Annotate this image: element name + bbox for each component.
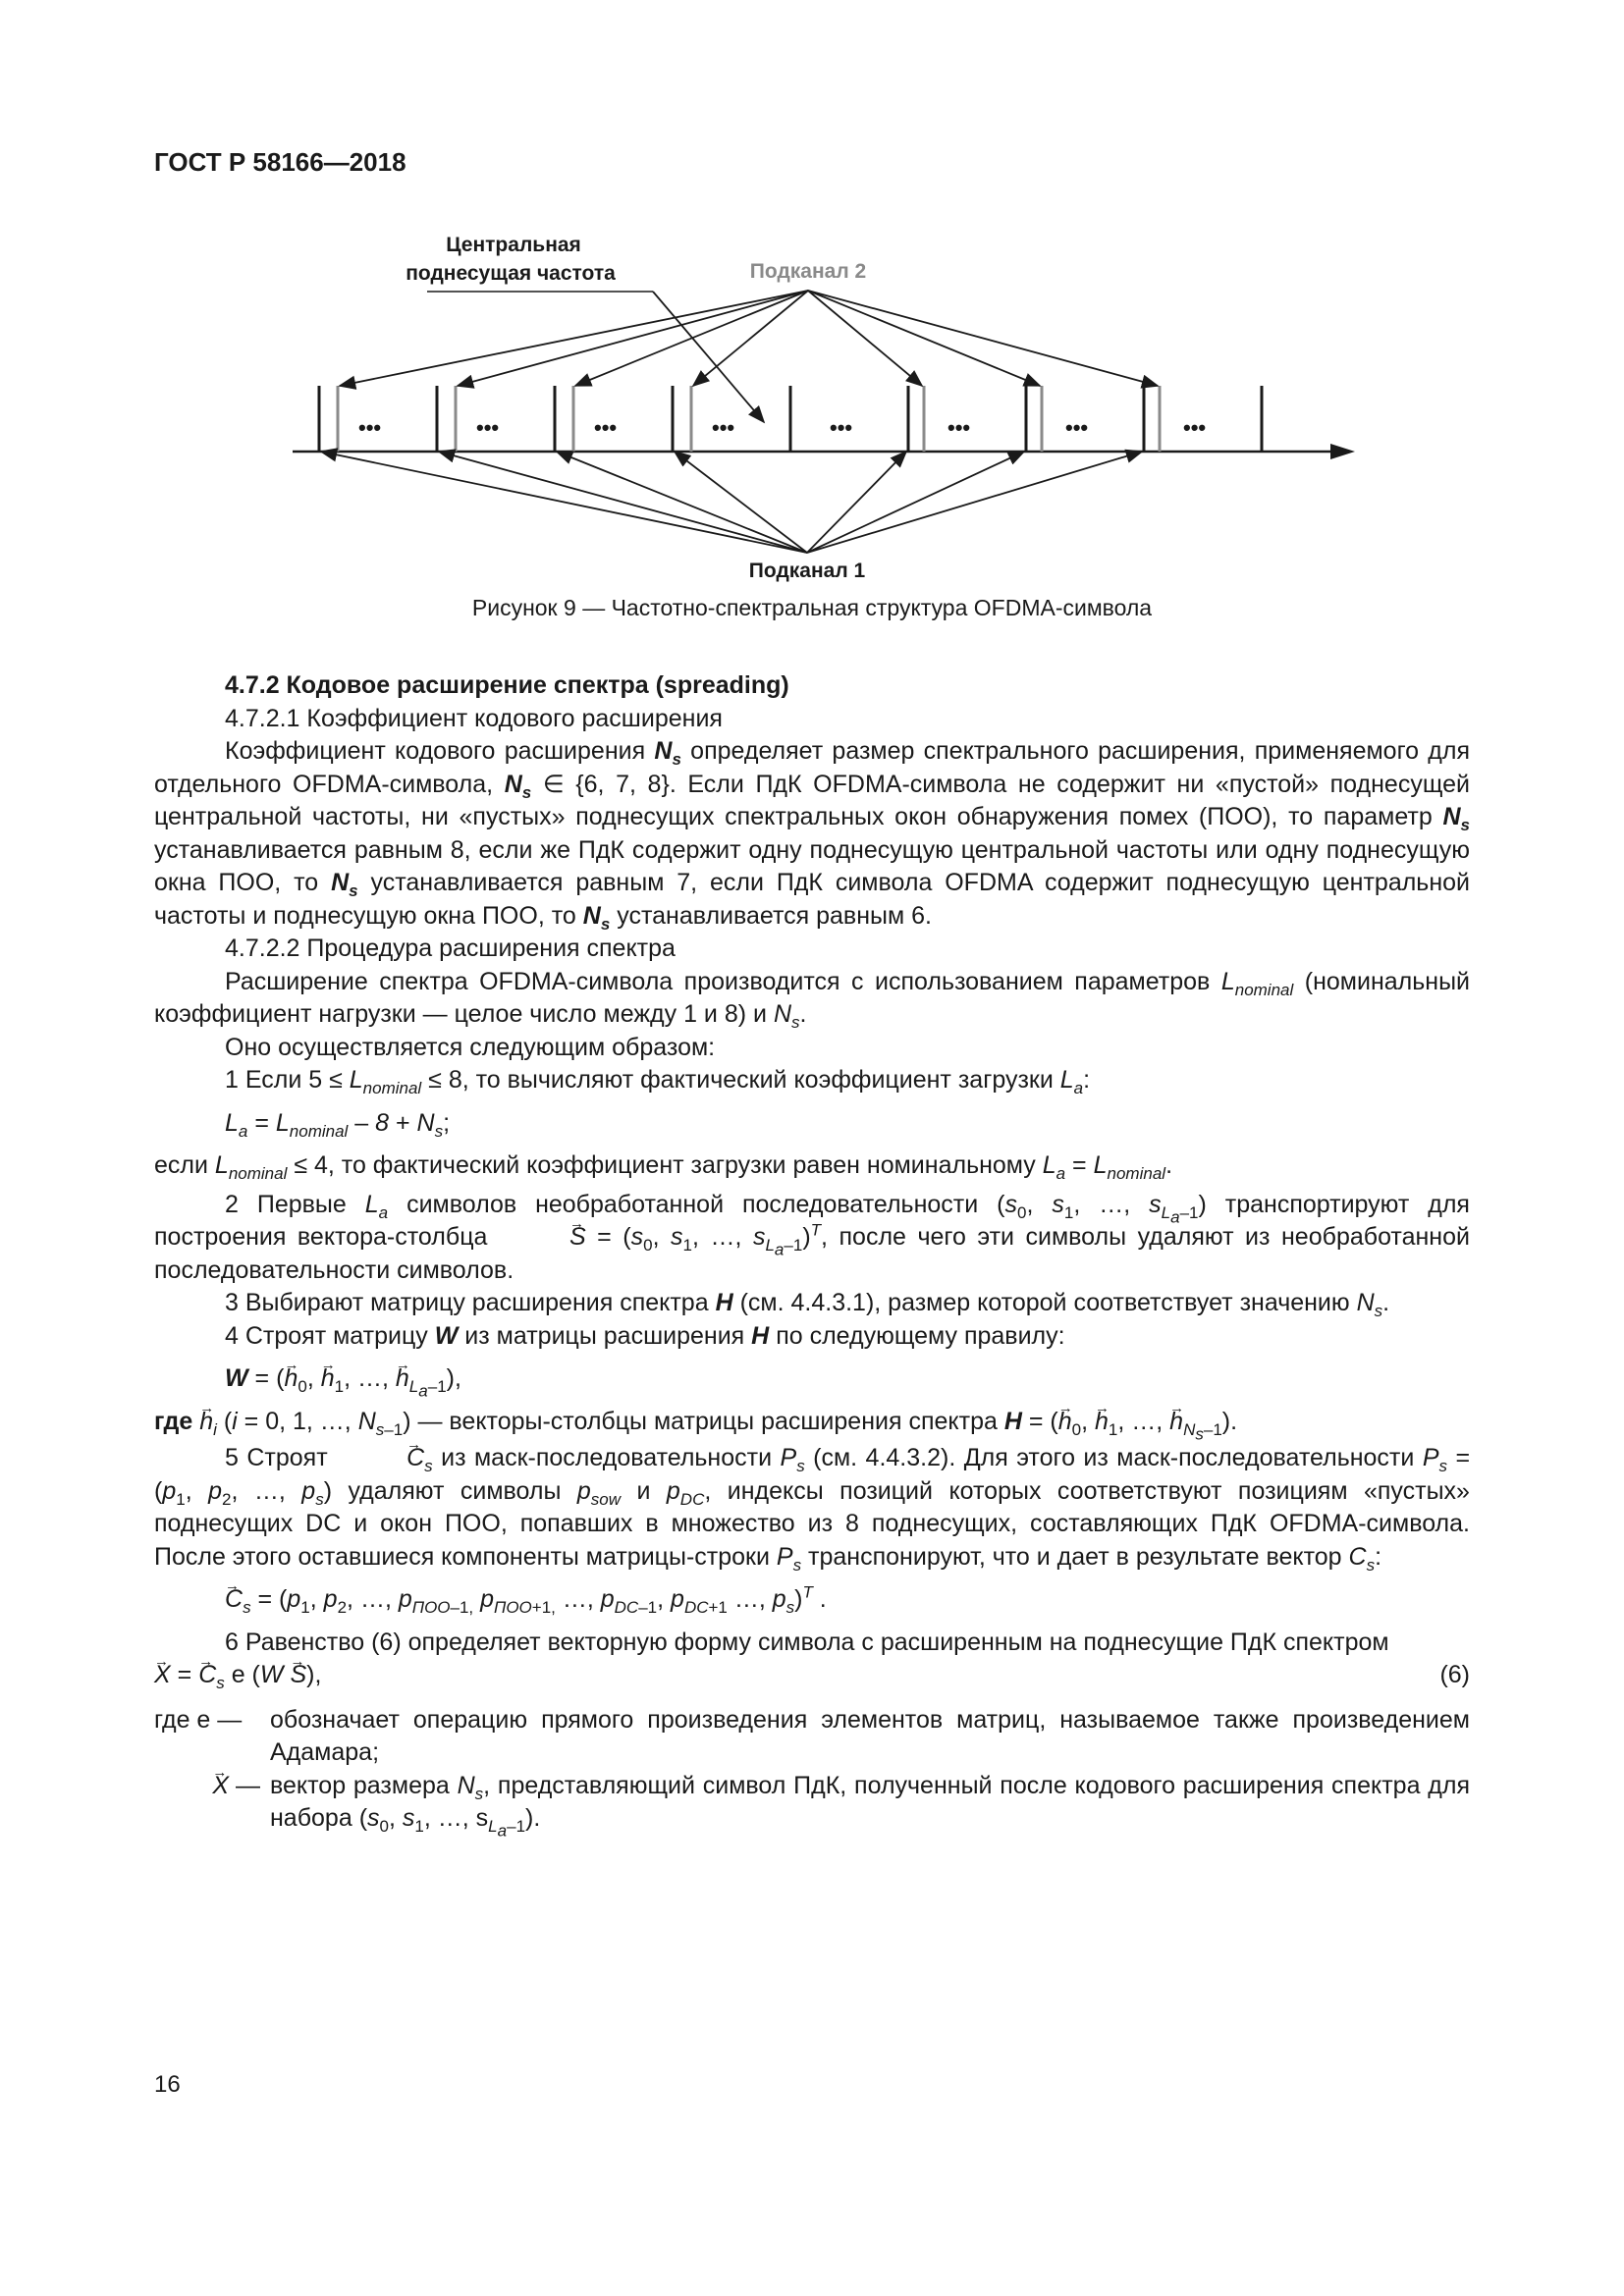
where-key-e: где e — xyxy=(154,1705,243,1734)
dots-2: ••• xyxy=(476,415,500,440)
subchannel-1-arrows xyxy=(321,452,1142,553)
step-1: 1 Если $5 \le L_{nominal} \le 8$, то вычисляют фактический коэффициент загрузки $L_a$: xyxy=(225,1066,1091,1097)
paragraph-as-follows: Оно осуществляется следующим образом: xyxy=(225,1033,716,1061)
where-key-x: → X — xyxy=(154,1770,270,1836)
where-desc-e: обозначает операцию прямого произведения элементов матриц, называемое также произведением Адамара; xyxy=(270,1705,1470,1766)
step-5: 5 Строят → $C_s$ из маск-последовательности $P_s$ (см. 4.4.3.2). Для этого из маск-последовательности $P_s = (p_1$, $p_2$, …, $p_s$) удаляют символы $p_{sow}$ и $p_{DC}$, индексы позиций которых соответствуют позициям «пустых» поднесущих DC и окон ПОО, попавших в множество из 8 поднесущих, составляющих ПдК OFDMA-символа. После этого оставшиеся компоненты матрицы-строки $P_s$ транспонируют, что и дает в результате вектор $C_s$: xyxy=(154,1442,1470,1574)
dots-7: ••• xyxy=(1065,415,1089,440)
document-body xyxy=(154,669,1471,1841)
subchannel-2-label: Подканал 2 xyxy=(749,260,867,283)
group-boundaries xyxy=(319,386,1262,452)
dots-5: ••• xyxy=(830,415,853,440)
step-2: 2 Первые $L_a$ символов необработанной последовательности ($s_0$, $s_1$, …, $s_{L_a-1}$) транспортируют для построения вектора-столбца → $S = (s_0$, $s_1$, …, $s_{L_a-1})^T$, после чего эти символы удаляют из необработанной последовательности символов. xyxy=(154,1189,1470,1288)
dots-1: ••• xyxy=(358,415,382,440)
where-desc-x: вектор размера $N_s$, представляющий символ ПдК, полученный после кодового расширения спектра для набора ($s_0$, $s_1$, …, $s_{L_a-1}$). xyxy=(270,1771,1470,1841)
step-1-else: если $L_{nominal} \le 4$, то фактический коэффициент загрузки равен номинальному $L_a = L_{nominal}$. xyxy=(154,1151,1173,1183)
axis-arrowhead xyxy=(1330,444,1355,459)
section-heading-4-7-2-2: 4.7.2.2 Процедура расширения спектра xyxy=(225,934,676,962)
equation-la: $L_a = L_{nominal} - 8 + N_s$; xyxy=(225,1108,451,1141)
section-heading-4-7-2: 4.7.2 Кодовое расширение спектра (spreading) xyxy=(225,671,789,699)
paragraph-procedure: Расширение спектра OFDMA-символа производится с использованием параметров $L_{nominal}$ (номинальный коэффициент нагрузки — целое число между 1 и 8) и $N_s$. xyxy=(154,967,1471,1032)
dots-3: ••• xyxy=(594,415,618,440)
equation-number: (6) xyxy=(1439,1661,1470,1688)
where-list xyxy=(154,1704,1470,1841)
equation-cs: → $C_s = (p_1$, $p_2$, …, $p_{ПОО-1,}$ $p_{ПОО+1,}$ …, $p_{DC-1}$, $p_{DC+1}$ …, $p_s)^T$ . xyxy=(225,1583,1470,1617)
step-6: 6 Равенство (6) определяет векторную форму символа с расширенным на поднесущие ПдК спектром xyxy=(225,1628,1389,1656)
page-number: 16 xyxy=(154,2071,181,2098)
equation-6: (6) → X = → $C_s$ e (W → S), xyxy=(154,1659,1470,1692)
section-heading-4-7-2-1: 4.7.2.1 Коэффициент кодового расширения xyxy=(225,704,723,732)
subchannel-2-carriers xyxy=(338,386,1160,452)
center-carrier-label-2: поднесущая частота xyxy=(406,262,616,285)
paragraph-spreading-factor: Коэффициент кодового расширения $N_s$ определяет размер спектрального расширения, применяемого для отдельного OFDMA-символа, $N_s$ ∈ {6, 7, 8}. Если ПдК OFDMA-символа не содержит ни «пустой» поднесущей центральной частоты, ни «пустых» поднесущих спектральных окон обнаружения помех (ПОО), то параметр $N_s$ устанавливается равным 8, если же ПдК содержит одну поднесущую центральной частоты или одну поднесущую окна ПОО, то $N_s$ устанавливается равным 7, если ПдК символа OFDMA содержит поднесущую центральной частоты и поднесущую окна ПОО, то $N_s$ устанавливается равным 6. xyxy=(154,737,1471,934)
step-4-where: где → $h_i$ (i = 0, 1, …, $N_{s-1}$) — векторы-столбцы матрицы расширения спектра H = (→ $h_0$, → $h_1$, …, → $h_{N_s-1}$). xyxy=(154,1406,1470,1439)
dots-4: ••• xyxy=(712,415,735,440)
center-carrier-label-1: Центральная xyxy=(446,234,581,256)
step-4: 4 Строят матрицу W из матрицы расширения H по следующему правилу: xyxy=(225,1321,1065,1350)
step-3: 3 Выбирают матрицу расширения спектра H (см. 4.4.3.1), размер которой соответствует значению $N_s$. xyxy=(225,1289,1390,1320)
ofdma-spectrum-figure xyxy=(275,226,1365,589)
dots-6: ••• xyxy=(947,415,971,440)
document-header: ГОСТ Р 58166—2018 xyxy=(154,147,406,177)
equation-w: W = (→ $h_0$, → $h_1$, …, → $h_{L_a-1}$), xyxy=(225,1362,1470,1396)
figure-caption: Рисунок 9 — Частотно-спектральная структура OFDMA-символа xyxy=(471,595,1153,620)
dots-8: ••• xyxy=(1183,415,1207,440)
subchannel-1-label: Подканал 1 xyxy=(748,560,866,582)
subchannel-2-arrows xyxy=(340,291,1158,386)
